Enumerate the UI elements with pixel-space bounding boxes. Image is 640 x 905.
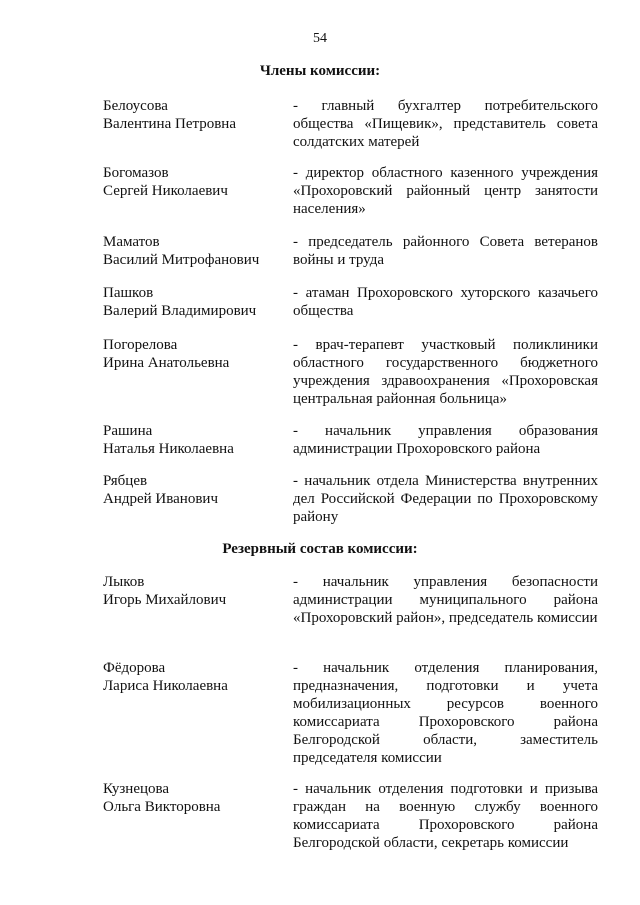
member-role: - начальник отдела Министерства внутренних дел Российской Федерации по Прохоровскому району	[293, 473, 598, 525]
member-name	[103, 164, 293, 200]
page-number: 54	[313, 31, 327, 46]
member-given-names: Андрей Иванович	[103, 491, 218, 507]
member-name	[103, 97, 293, 133]
member-given-names: Сергей Николаевич	[103, 183, 228, 199]
member-given-names: Ольга Викторовна	[103, 799, 221, 815]
member-surname: Рашина	[103, 423, 153, 439]
member-given-names: Наталья Николаевна	[103, 441, 234, 457]
member-surname: Белоусова	[103, 98, 168, 114]
member-role: - начальник отделения планирования, предназначения, подготовки и учета мобилизационных ресурсов военного комиссариата Прохоровского района Белгородской области, заместитель председателя комиссии	[293, 660, 598, 766]
member-name	[103, 233, 293, 269]
member-given-names: Василий Митрофанович	[103, 252, 260, 268]
member-role: - директор областного казенного учреждения «Прохоровский районный центр занятости населения»	[293, 165, 598, 217]
member-surname: Лыков	[103, 574, 145, 590]
member-role: - врач-терапевт участковый поликлиники областного государственного бюджетного учреждения здравоохранения «Прохоровская центральная районная больница»	[293, 337, 598, 407]
member-surname: Погорелова	[103, 337, 178, 353]
member-role: - атаман Прохоровского хуторского казачьего общества	[293, 285, 598, 319]
member-role: - начальник управления образования администрации Прохоровского района	[293, 423, 598, 457]
member-surname: Кузнецова	[103, 781, 170, 797]
member-role: - начальник отделения подготовки и призыва граждан на военную службу военного комиссариата Прохоровского района Белгородской области, секретарь комиссии	[293, 781, 598, 851]
member-name	[103, 284, 293, 320]
member-name	[103, 336, 293, 372]
member-name	[103, 573, 293, 609]
member-given-names: Лариса Николаевна	[103, 678, 228, 694]
member-surname: Богомазов	[103, 165, 169, 181]
member-given-names: Игорь Михайлович	[103, 592, 227, 608]
member-name	[103, 780, 293, 816]
section-heading-reserve: Резервный состав комиссии:	[222, 541, 418, 557]
member-given-names: Валентина Петровна	[103, 116, 236, 132]
member-given-names: Валерий Владимирович	[103, 303, 257, 319]
member-surname: Рябцев	[103, 473, 148, 489]
member-name	[103, 659, 293, 695]
member-surname: Маматов	[103, 234, 160, 250]
member-given-names: Ирина Анатольевна	[103, 355, 230, 371]
member-name	[103, 422, 293, 458]
member-role: - начальник управления безопасности администрации муниципального района «Прохоровский район», председатель комиссии	[293, 574, 598, 626]
member-name	[103, 472, 293, 508]
section-heading-members: Члены комиссии:	[259, 63, 381, 79]
member-surname: Пашков	[103, 285, 154, 301]
member-surname: Фёдорова	[103, 660, 166, 676]
member-role: - председатель районного Совета ветеранов войны и труда	[293, 234, 598, 268]
member-role: - главный бухгалтер потребительского общества «Пищевик», представитель совета солдатских матерей	[293, 98, 598, 150]
